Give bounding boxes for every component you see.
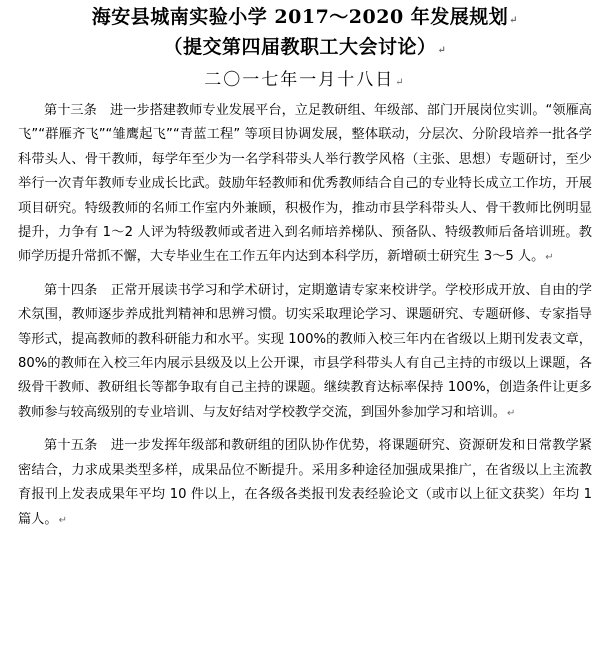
paragraph-mark-icon: ↵ [58, 514, 67, 526]
article-13-paragraph [18, 99, 592, 271]
document-date-text: 二〇一七年一月十八日 [204, 70, 395, 90]
document-subtitle-text: （提交第四届教职工大会讨论） [163, 36, 437, 58]
article-14-text: 第十四条 正常开展读书学习和学术研讨，定期邀请专家来校讲学。学校形成开放、自由的学术氛围，教师逐步养成批判精神和思辨习惯。切实采取理论学习、课题研究、专题研修、专家指导等形式，提高教师的教科研能力和水平。实现 100%的教师入校三年内在省级以上期刊发表文章，80%的教师在入校三年内展示县级及以上公开课，市县学科带头人有自己主持的市级以上课题，各级骨干教师、教研组长等都争取有自己主持的课题。继续教育达标率保持 100%，创造条件让更多教师参与较高级别的专业培训、与友好结对学校教学交流，到国外参加学习和培训。 [18, 282, 592, 420]
document-subtitle [18, 34, 592, 64]
document-title [18, 4, 592, 34]
document-date [18, 68, 592, 95]
paragraph-mark-icon: ↵ [395, 77, 406, 88]
paragraph-mark-icon: ↵ [545, 252, 554, 264]
paragraph-mark-icon: ↵ [506, 407, 516, 419]
paragraph-mark-icon: ↵ [509, 15, 519, 26]
article-15-text: 第十五条 进一步发挥年级部和教研组的团队协作优势，将课题研究、资源研发和日常教学紧密结合，力求成果类型多样，成果品位不断提升。采用多种途径加强成果推广，在省级以上主流教育报刊上发表成果年平均 10 件以上，在各级各类报刊发表经验论文（或市以上征文获奖）年均 1 篇人。 [18, 438, 592, 527]
article-15-paragraph [18, 434, 592, 533]
article-13-text: 第十三条 进一步搭建教师专业发展平台，立足教研组、年级部、部门开展岗位实训。“领雁高飞”“群雁齐飞”“雏鹰起飞”“青蓝工程” 等项目协调发展，整体联动，分层次、分阶段培养一批各学科带头人、骨干教师，每学年至少为一名学科带头人举行教学风格（主张、思想）专题研讨，至少举行一次青年教师专业成长比武。鼓励年轻教师和优秀教师结合自己的专业特长成立工作坊，开展项目研究。特级教师的名师工作室内外兼顾，积极作为，推动市县学科带头人、骨干教师比例明显提升，力争有 1～2 人评为特级教师或者进入到名师培养梯队、预备队、特级教师后备培训班。教师学历提升常抓不懈，大专毕业生在工作五年内达到本科学历，新增硕士研究生 3～5 人。 [18, 103, 592, 265]
document-title-text: 海安县城南实验小学 2017～2020 年发展规划 [91, 6, 509, 28]
paragraph-mark-icon: ↵ [437, 45, 447, 56]
article-14-paragraph [18, 279, 592, 426]
